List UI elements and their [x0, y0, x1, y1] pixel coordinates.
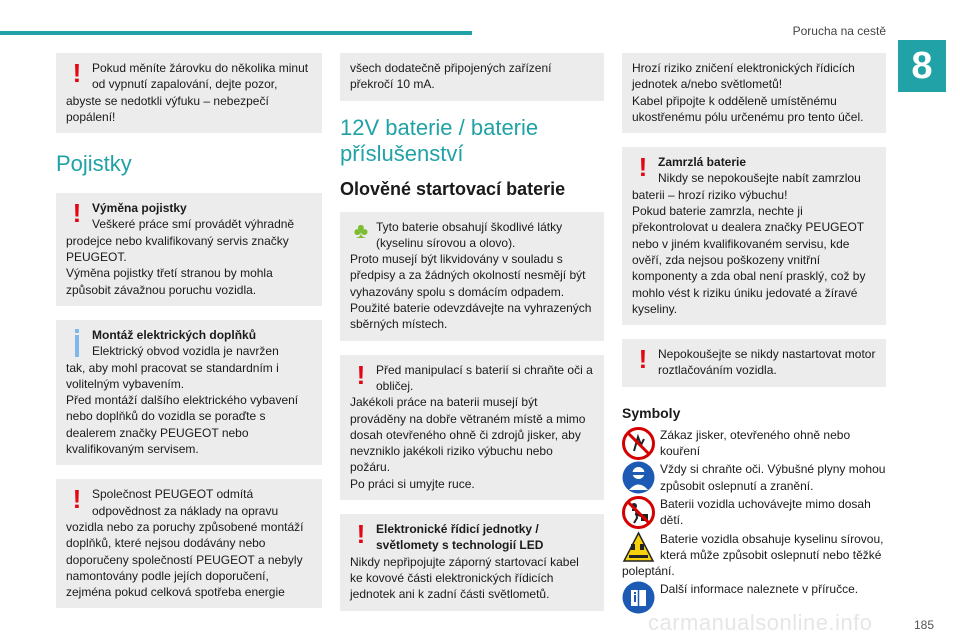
symbol-text: Vždy si chraňte oči. Výbušné plyny mohou způsobit oslepnutí a zranění.	[660, 462, 886, 493]
symbol-text: Baterie vozidla obsahuje kyselinu sírovou, která může způsobit oslepnutí nebo těžké	[660, 531, 884, 562]
symbol-text: Baterii vozidla uchovávejte mimo dosah dětí.	[660, 496, 871, 528]
box-text: Tyto baterie obsahují škodlivé látky	[376, 219, 563, 234]
box-text: vozidla nebo za poruchy způsobené montáží doplňků, které nejsou dodávány nebo doporučeny společností PEUGEOT a nebyly namontovány podle jejích doporučení, zejména pokud celková spotřeba energie	[66, 519, 304, 600]
box-heading: Výměna pojistky	[92, 201, 187, 216]
warning-box-fuse-replacement	[56, 193, 322, 306]
column-right	[622, 53, 886, 615]
warning-icon: !	[638, 152, 648, 183]
eco-box-disposal	[340, 212, 604, 341]
box-text: všech dodatečně připojených zařízení překročí 10 mA.	[350, 61, 552, 92]
continued-box	[340, 53, 604, 101]
watermark: carmanualsonline.info	[648, 610, 873, 635]
symbol-text: Zákaz jisker, otevřeného ohně nebo kouření	[660, 427, 851, 459]
chapter-number-badge: 8	[898, 40, 946, 92]
section-title-battery: 12V baterie / baterie příslušenství	[340, 114, 539, 166]
section-title-fuses: Pojistky	[56, 151, 132, 177]
warning-icon: !	[72, 58, 82, 88]
symbol-text: Další informace naleznete v příručce.	[660, 582, 859, 597]
box-text: Před manipulací s baterií si chraňte oči a	[376, 362, 593, 377]
warning-icon: !	[638, 344, 648, 375]
warning-icon: !	[72, 198, 82, 229]
warning-box-protection	[340, 355, 604, 500]
box-heading: Zamrzlá baterie	[658, 155, 747, 170]
keep-away-children-icon	[622, 496, 655, 529]
box-text: prodejce nebo kvalifikovaný servis značky PEUGEOT. Výměna pojistky třetí stranou by mohla způsobit závažnou poruchu vozidla.	[66, 233, 289, 297]
box-text: abyste se nedotkli výfuku – nebezpečí popálení!	[66, 93, 269, 124]
warning-icon: !	[72, 484, 82, 515]
header-accent-bar	[0, 31, 472, 35]
symbol-row	[622, 427, 886, 460]
corrosive-acid-icon	[622, 531, 655, 564]
subsection-title-lead-batteries: Olověné startovací baterie	[340, 178, 566, 199]
page-number: 185	[913, 618, 934, 632]
box-heading: světlomety s technologií LED	[376, 538, 544, 553]
symbol-row	[622, 581, 886, 613]
info-box-accessories	[56, 320, 322, 465]
warning-box-bulb	[56, 53, 322, 133]
box-text: Nepokoušejte se nikdy nastartovat motor	[658, 347, 876, 362]
recycle-leaf-icon: ♣	[353, 217, 369, 243]
box-text: baterii – hrozí riziko výbuchu! Pokud baterie zamrzla, nechte ji překontrolovat u dealera značky PEUGEOT nebo v jiném kvalifikovaném servisu, kde ověří, zda nejsou poškozeny vnitřní komponenty a zda obal není prasklý, což by mohlo vést k riziku úniku jedovaté a žíravé kyseliny.	[632, 187, 866, 316]
column-middle	[340, 53, 604, 625]
box-text: (kyselinu sírovou a olovo).	[376, 235, 516, 250]
warning-box-ecu	[340, 514, 604, 610]
warning-icon: !	[356, 359, 366, 390]
symbol-row	[622, 461, 886, 494]
box-heading: Montáž elektrických doplňků	[92, 327, 257, 342]
symbol-row	[622, 531, 886, 580]
box-text: Elektrický obvod vozidla je navržen	[92, 344, 279, 359]
no-sparks-icon	[622, 427, 655, 460]
box-text: obličej.	[376, 378, 414, 393]
box-text: roztlačováním vozidla.	[658, 363, 777, 378]
warning-box-frozen-battery	[622, 147, 886, 325]
symbols-title: Symboly	[622, 404, 681, 421]
box-text: Veškeré práce smí provádět výhradně	[92, 217, 295, 232]
box-text: Pokud měníte žárovku do několika minut	[92, 61, 309, 75]
box-text: Nikdy se nepokoušejte nabít zamrzlou	[658, 171, 861, 186]
eye-protection-icon	[622, 461, 655, 494]
chapter-header-title: Porucha na cestě	[792, 24, 886, 38]
box-text: odpovědnost za náklady na opravu	[92, 503, 279, 518]
continued-box	[622, 53, 886, 133]
box-text: Proto musejí být likvidovány v souladu s předpisy a za žádných okolností nesmějí být vyhazovány spolu s domácím odpadem. Použité baterie odevzdávejte na vyhrazených sběrných místech.	[350, 252, 592, 332]
box-text: tak, aby mohl pracovat se standardním i volitelným vybavením. Před montáží dalšího elektrického vybavení nebo doplňků do vozidla se poraďte s dealerem značky PEUGEOT nebo kvalifikovaným servisem.	[66, 360, 299, 457]
warning-box-push-start	[622, 339, 886, 387]
box-text: Společnost PEUGEOT odmítá	[92, 487, 254, 502]
info-icon	[66, 327, 88, 359]
warning-box-liability	[56, 479, 322, 608]
symbol-text: poleptání.	[622, 564, 675, 579]
symbol-row	[622, 496, 886, 529]
column-left	[56, 53, 322, 622]
box-text: Jakékoli práce na baterii musejí být prováděny na dobře větraném místě a mimo dosah otevřeného ohně či zdrojů jisker, aby nevzniklo jakékoli riziko výbuchu nebo požáru. Po práci si umyjte ruce.	[350, 395, 586, 491]
box-text: Nikdy nepřipojujte záporný startovací kabel ke kovové části elektronických řídicích jednotek ani k zadní části světlometů.	[350, 554, 579, 602]
box-text: Hrozí riziko zničení elektronických řídicích jednotek a/nebo světlometů! Kabel připojte k odděleně umístěnému ukostřenému pólu určenému pro tento účel.	[632, 61, 864, 124]
box-text: od vypnutí zapalování, dejte pozor,	[92, 77, 278, 92]
warning-icon: !	[356, 519, 366, 550]
box-heading: Elektronické řídicí jednotky /	[376, 522, 539, 537]
